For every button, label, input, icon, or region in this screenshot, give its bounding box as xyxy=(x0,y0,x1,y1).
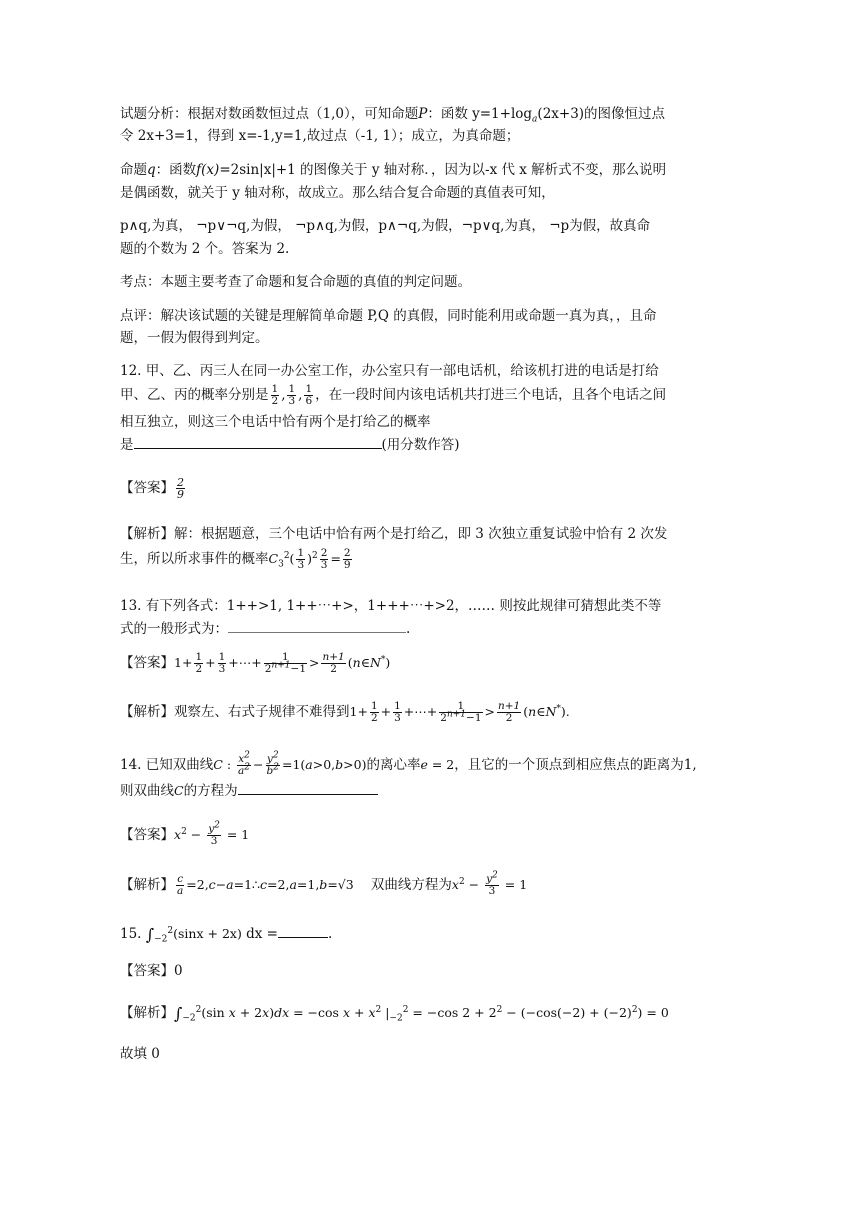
q13-answer: 【答案】1+ $\frac{1}{2}$ + $\frac{1}{3}$ +⋯+ $\frac{1}{2^{n+1}-1}$ > $\frac{n+1}{2}$ (n∈N*) xyxy=(120,651,391,675)
truth-table-line-1: p∧q,为真， ¬p∨¬q,为假， ¬p∧q,为假，p∧¬q,为假，¬p∨q,为真， ¬p为假，故真命 xyxy=(120,218,651,234)
q12-jiexi-line-2: 生，所以所求事件的概率$C_3^2$( $\frac{1}{3}$ )$^2$ $\frac{2}{3}$ = $\frac{2}{9}$ xyxy=(120,547,351,571)
answer-blank xyxy=(278,923,328,938)
answer-blank xyxy=(228,618,406,633)
analysis-line-2: 令 2x+3=1，得到 x=-1,y=1,故过点（-1, 1）；成立，为真命题； xyxy=(120,128,520,144)
dianping-line-2: 题，一假为假得到判定。 xyxy=(120,330,269,346)
proposition-q-line-1: 命题q：函数f(x)=2sin|x|+1 的图像关于 y 轴对称．，因为以-x 代 x 解析式不变，那么说明 xyxy=(120,162,667,178)
q12-answer: 【答案】 $\frac{2}{9}$ xyxy=(120,476,184,501)
q13-line-1: 13. 有下列各式：1++>1, 1++⋯+>，1+++⋯+>2，…… 则按此规律可猜想此类不等 xyxy=(120,598,662,614)
q15-answer: 【答案】0 xyxy=(120,963,183,979)
answer-blank xyxy=(134,434,382,449)
q13-line-2: 式的一般形式为： . xyxy=(120,616,755,642)
q14-jiexi: 【解析】 $\frac{c}{a}$ =2,c−a=1∴c=2,a=1,b=√3 双曲线方程为$x^2$ − $\frac{y^2}{3}$ = 1 xyxy=(120,870,528,897)
analysis-line-1: 试题分析：根据对数函数恒过点（1,0），可知命题P：函数 $y=1+\log_a(2x+3)$的图像恒过点 xyxy=(120,106,666,125)
q15-line-1: 15. $\int_{-2}^2(\sin x + 2x)$ dx = . xyxy=(120,925,333,945)
answer-blank xyxy=(238,780,378,795)
q12-line-4: 是 (用分数作答) xyxy=(120,432,755,458)
q14-line-1: 14. 已知双曲线C : $\frac{x^2}{a^2}$ − $\frac{y^2}{b^2}$ =1(a>0,b>0)的离心率e = 2，且它的一个顶点到相应焦点的距离为1, xyxy=(120,750,697,777)
q12-line-2: 甲、乙、丙的概率分别是 $\frac{1}{2}$ , $\frac{1}{3}$ , $\frac{1}{6}$ ，在一段时间内该电话机共打进三个电话，且各个电话之间 xyxy=(120,383,667,407)
dianping-line-1: 点评：解决该试题的关键是理解简单命题 P,Q 的真假，同时能利用或命题一真为真，，且命 xyxy=(120,308,657,324)
q12-jiexi-line-1: 【解析】解：根据题意，三个电话中恰有两个是打给乙，即 3 次独立重复试验中恰有 2 次发 xyxy=(120,526,668,542)
q12-line-3: 相互独立，则这三个电话中恰有两个是打给乙的概率 xyxy=(120,414,431,430)
q12-line-1: 12. 甲、乙、丙三人在同一办公室工作，办公室只有一部电话机，给该机打进的电话是打给 xyxy=(120,363,659,379)
q15-jiexi: 【解析】$\int_{-2}^2(\sin$ x + 2x)dx = −cos $x + x^2$ $|_{-2}^2 = -\cos$ $2 + 2^2 - (-\cos(-2) + (-2)^2) = 0$ xyxy=(120,1004,669,1024)
kaodian-text: 考点：本题主要考查了命题和复合命题的真值的判定问题。 xyxy=(120,274,471,290)
q15-conclusion: 故填 0 xyxy=(120,1046,160,1062)
proposition-q-line-2: 是偶函数，就关于 y 轴对称，故成立。那么结合复合命题的真值表可知， xyxy=(120,185,555,201)
q14-answer: 【答案】$x^2$ − $\frac{y^2}{3}$ = 1 xyxy=(120,820,250,847)
q13-jiexi: 【解析】观察左、右式子规律不难得到1+ $\frac{1}{2}$ + $\frac{1}{3}$ +⋯+ $\frac{1}{2^{n+1}-1}$ > $\frac{n+1}{2}$ (n∈N*). xyxy=(120,700,570,724)
truth-table-line-2: 题的个数为 2 个。答案为 2. xyxy=(120,241,290,257)
q14-line-2: 则双曲线C的方程为 xyxy=(120,778,755,804)
